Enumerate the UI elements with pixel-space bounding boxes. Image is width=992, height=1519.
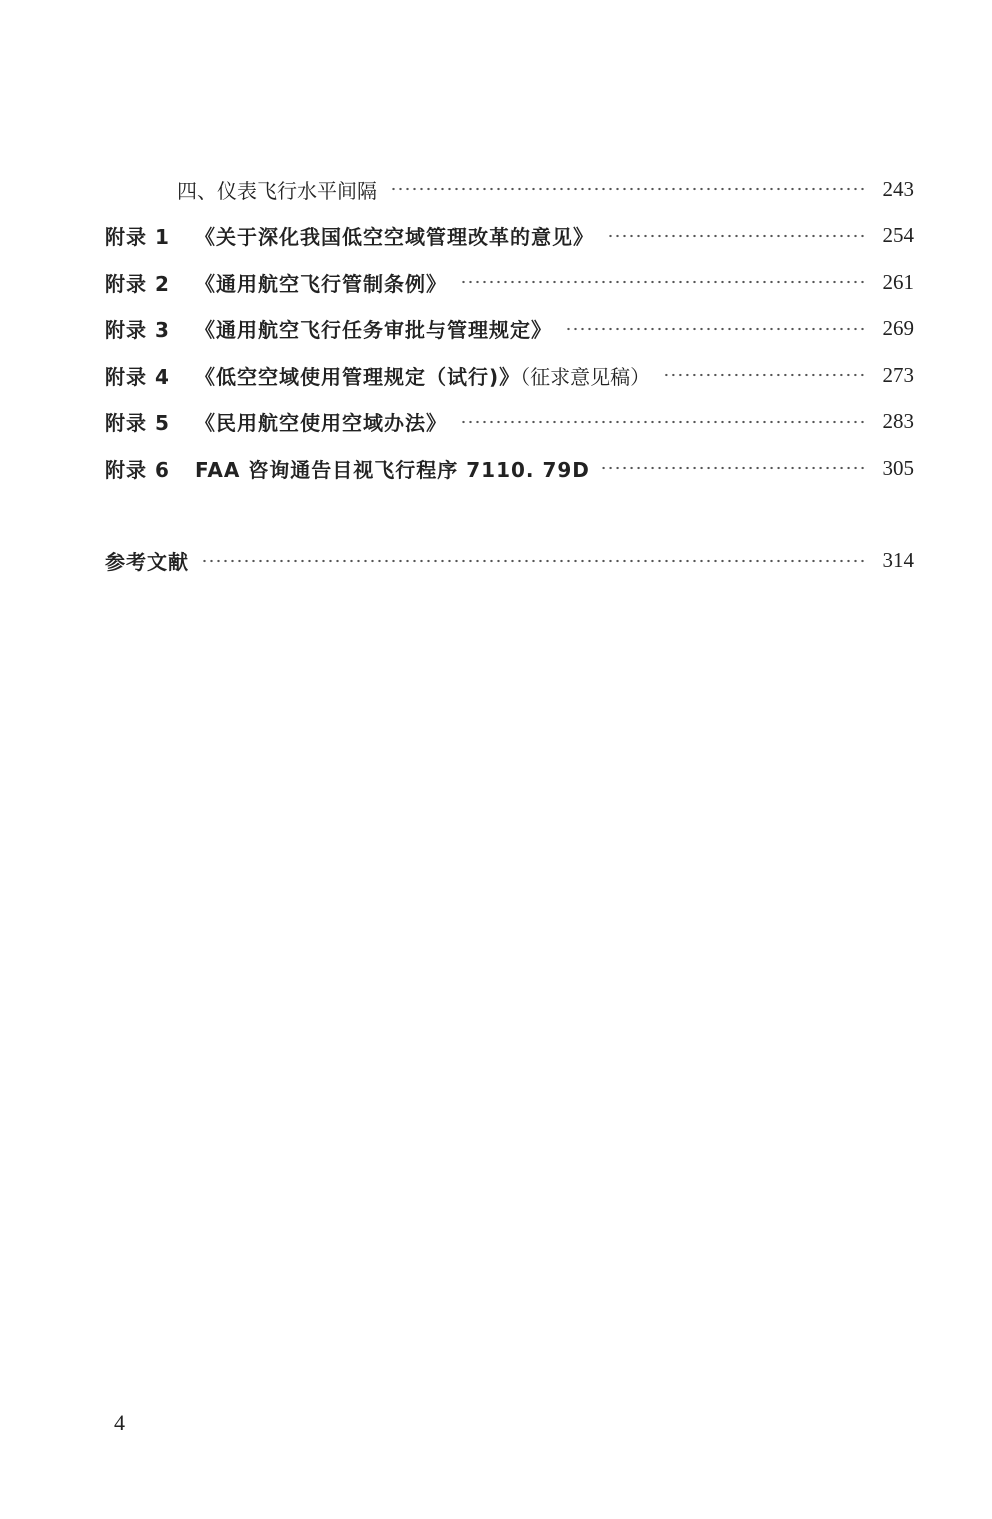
toc-entry-page: 305 <box>882 455 914 480</box>
appendix-label: 附录 2 <box>105 271 170 296</box>
appendix-title: 《通用航空飞行任务审批与管理规定》 <box>195 318 552 343</box>
dot-leader <box>201 551 866 571</box>
dot-leader <box>389 179 866 199</box>
toc-entry-page: 269 <box>882 316 914 341</box>
appendix-label: 附录 3 <box>105 318 170 343</box>
appendix-label: 附录 5 <box>105 411 170 436</box>
toc-entry-title <box>195 268 447 297</box>
toc-entry-appendix-6[interactable] <box>105 445 914 492</box>
appendix-title: 《通用航空飞行管制条例》 <box>195 271 447 296</box>
dot-leader <box>459 272 866 292</box>
appendix-title: 《低空空域使用管理规定（试行)》 <box>195 364 521 389</box>
dot-leader <box>602 458 866 478</box>
toc-entry-section-4[interactable] <box>105 166 914 213</box>
toc-entry-title <box>195 454 590 483</box>
table-of-contents <box>105 166 914 584</box>
toc-entry-page: 254 <box>882 223 914 248</box>
toc-entry-title: 参考文献 <box>105 550 189 575</box>
toc-entry-page: 243 <box>882 176 914 201</box>
toc-entry-appendix-5[interactable] <box>105 399 914 446</box>
toc-entry-appendix-3[interactable] <box>105 306 914 353</box>
toc-entry-title <box>195 221 594 250</box>
toc-entry-page: 283 <box>882 409 914 434</box>
toc-entry-title <box>195 407 447 436</box>
toc-entry-title <box>195 314 552 343</box>
dot-leader <box>606 226 866 246</box>
appendix-label: 附录 4 <box>105 364 170 389</box>
dot-leader <box>459 412 866 432</box>
appendix-title: FAA 咨询通告目视飞行程序 7110. 79D <box>195 457 590 482</box>
toc-entry-appendix-2[interactable] <box>105 259 914 306</box>
toc-entry-references[interactable] <box>105 538 914 585</box>
toc-entry-page: 261 <box>882 269 914 294</box>
appendix-title: 《关于深化我国低空空域管理改革的意见》 <box>195 225 594 250</box>
toc-entry-page: 273 <box>882 362 914 387</box>
toc-entry-title: 四、仪表飞行水平间隔 <box>177 178 377 203</box>
appendix-label: 附录 6 <box>105 457 170 482</box>
dot-leader <box>662 365 866 385</box>
appendix-label: 附录 1 <box>105 225 170 250</box>
toc-entry-appendix-4[interactable] <box>105 352 914 399</box>
toc-entry-page: 314 <box>882 548 914 573</box>
toc-entry-appendix-1[interactable] <box>105 213 914 260</box>
appendix-title-note: （征求意见稿） <box>520 364 651 389</box>
toc-entry-title <box>195 361 650 390</box>
appendix-title: 《民用航空使用空域办法》 <box>195 411 447 436</box>
dot-leader <box>564 319 866 339</box>
page-number: 4 <box>114 1410 125 1435</box>
